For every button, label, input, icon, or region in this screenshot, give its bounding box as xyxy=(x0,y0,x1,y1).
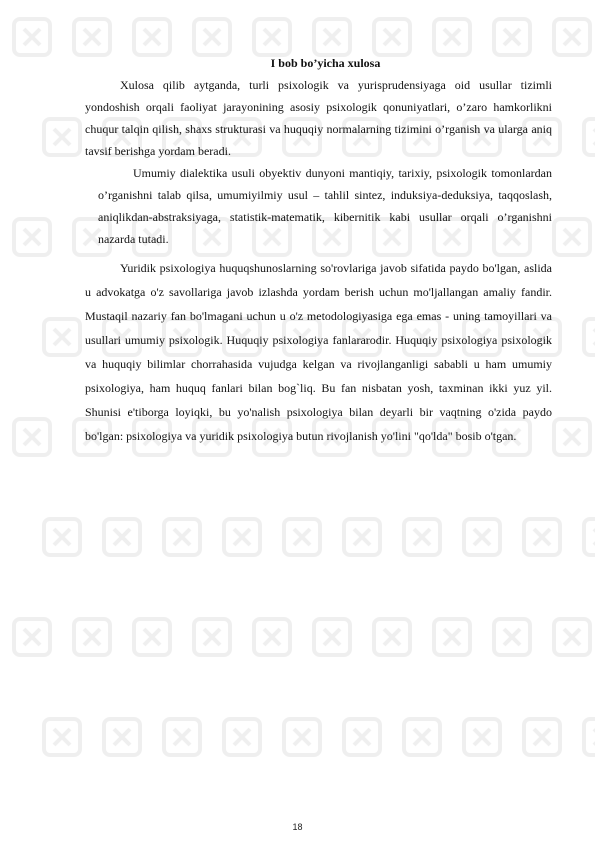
document-watermark-icon xyxy=(580,315,595,359)
document-watermark-icon xyxy=(10,615,54,659)
document-watermark-icon xyxy=(220,515,264,559)
document-watermark-icon xyxy=(430,615,474,659)
document-watermark-icon xyxy=(10,415,54,459)
document-watermark-icon xyxy=(550,215,594,259)
section-title: I bob bo’yicha xulosa xyxy=(270,56,381,70)
document-watermark-icon xyxy=(370,615,414,659)
document-watermark-icon xyxy=(130,615,174,659)
document-watermark-icon xyxy=(10,215,54,259)
document-watermark-icon xyxy=(160,515,204,559)
document-watermark-icon xyxy=(400,715,444,759)
document-watermark-icon xyxy=(490,615,534,659)
document-watermark-icon xyxy=(40,115,84,159)
paragraph-methods: Umumiy dialektika usuli obyektiv dunyoni mantiqiy, tarixiy, psixologik tomonlardan o’rganishni talab qilsa, umumiyilmiy usul – tahlil sintez, induksiya-deduksiya, taqqoslash, aniqlikdan-abstraksiyaga, statistik-matematik, kibernitik kabi usullar orqali o’rganishni nazarda tutadi. xyxy=(98,166,552,246)
document-watermark-icon xyxy=(190,615,234,659)
document-watermark-icon xyxy=(580,515,595,559)
document-watermark-icon xyxy=(310,615,354,659)
document-watermark-icon xyxy=(340,715,384,759)
document-watermark-icon xyxy=(580,715,595,759)
document-watermark-icon xyxy=(550,415,594,459)
document-watermark-icon xyxy=(280,715,324,759)
document-watermark-icon xyxy=(10,15,54,59)
document-watermark-icon xyxy=(70,615,114,659)
document-watermark-icon xyxy=(550,15,594,59)
paragraph-conclusion: Xulosa qilib aytganda, turli psixologik va yurisprudensiyaga oid usullar tizimli yondoshish orqali faoliyat jarayonining asosiy psixologik qonuniyatlari, o’zaro hamkorlikni chuqur talqin qilish, shaxs strukturasi va huquqiy normalarning tizimini o’rganish va ularga aniq tavsif berishga yordam beradi. xyxy=(85,78,552,158)
document-watermark-icon xyxy=(100,515,144,559)
document-watermark-icon xyxy=(460,515,504,559)
document-watermark-icon xyxy=(280,515,324,559)
document-watermark-icon xyxy=(400,515,444,559)
document-watermark-icon xyxy=(460,715,504,759)
document-page xyxy=(85,52,552,448)
document-watermark-icon xyxy=(580,115,595,159)
document-watermark-icon xyxy=(40,715,84,759)
document-watermark-icon xyxy=(520,515,564,559)
document-watermark-icon xyxy=(250,615,294,659)
document-watermark-icon xyxy=(220,715,264,759)
document-watermark-icon xyxy=(520,715,564,759)
document-watermark-icon xyxy=(100,715,144,759)
document-watermark-icon xyxy=(550,615,594,659)
document-watermark-icon xyxy=(160,715,204,759)
paragraph-legal-psychology: Yuridik psixologiya huquqshunoslarning so'rovlariga javob sifatida paydo bo'lgan, aslida u advokatga o'z savollariga javob izlashda yordam berish uchun mo'ljallangan amaliy fandir. Mustaqil nazariy fan bo'lmagani uchun u o'z metodologiyasiga ega emas - uning tamoyillari va usullari umumiy psixologik. Huquqiy psixologiya fanlararodir. Huquqiy psixologiya psixologik va huquqiy bilimlar chorrahasida vujudga kelgan va rivojlanganligi sababli u ham umumiy psixologiya, ham huquq fanlari bilan bog`liq. Bu fan nisbatan yosh, taxminan ikki yuz yil. Shunisi e'tiborga loyiqki, bu yo'nalish psixologiya bilan deyarli bir vaqtning o'zida paydo bo'lgan: psixologiya va yuridik psixologiya butun rivojlanish yo'lini "qo'lda" bosib o'tgan. xyxy=(85,261,552,443)
page-number: 18 xyxy=(292,822,303,832)
document-watermark-icon xyxy=(40,315,84,359)
document-watermark-icon xyxy=(40,515,84,559)
document-watermark-icon xyxy=(340,515,384,559)
